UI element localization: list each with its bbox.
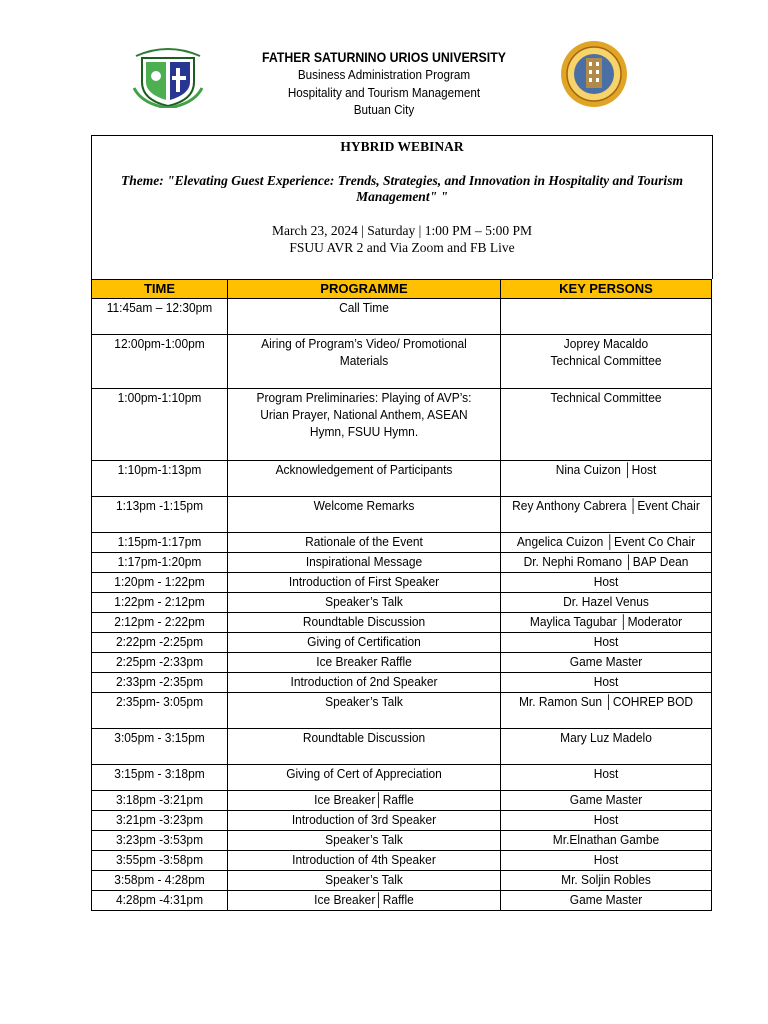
time-cell-text: 1:20pm - 1:22pm — [114, 574, 205, 589]
time-cell — [92, 653, 228, 673]
programme-cell-text: Roundtable Discussion — [302, 730, 426, 745]
key-persons-cell — [501, 653, 712, 673]
programme-cell-text: Introduction of 4th Speaker — [292, 852, 436, 867]
programme-cell-text: Ice Breaker Raffle — [316, 654, 412, 669]
time-cell — [92, 573, 228, 593]
key-persons-cell-text: Rey Anthony Cabrera │Event Chair — [512, 498, 700, 513]
key-persons-cell-text: Host — [593, 812, 619, 827]
programme-cell-text: Inspirational Message — [305, 554, 423, 569]
key-persons-cell — [501, 791, 712, 811]
programme-cell-text: Acknowledgement of Participants — [275, 462, 453, 477]
table-row — [92, 613, 712, 633]
programme-cell — [228, 633, 501, 653]
time-cell-text: 3:15pm - 3:18pm — [114, 766, 205, 781]
table-row — [92, 653, 712, 673]
key-persons-cell-text: Dr. Nephi Romano │BAP Dean — [523, 554, 689, 569]
key-persons-cell-text: Host — [593, 766, 619, 781]
key-persons-cell — [501, 497, 712, 533]
department-name: Hospitality and Tourism Management — [287, 84, 481, 100]
table-row — [92, 573, 712, 593]
key-persons-cell-text: Dr. Hazel Venus — [563, 594, 649, 609]
programme-cell-text: Airing of Program’s Video/ Promotional Materials — [261, 336, 467, 368]
time-cell-text: 3:55pm -3:58pm — [115, 852, 204, 867]
key-persons-cell-text: Joprey Macaldo Technical Committee — [550, 336, 662, 368]
programme-cell — [228, 497, 501, 533]
university-seal-logo — [560, 40, 628, 108]
time-cell — [92, 613, 228, 633]
programme-cell — [228, 891, 501, 911]
time-cell — [92, 553, 228, 573]
time-cell-text: 1:10pm-1:13pm — [117, 462, 202, 477]
programme-cell — [228, 851, 501, 871]
key-persons-cell — [501, 633, 712, 653]
programme-cell — [228, 831, 501, 851]
table-row — [92, 765, 712, 791]
key-persons-cell — [501, 553, 712, 573]
event-info-box — [91, 135, 713, 279]
city-name: Butuan City — [353, 102, 415, 117]
key-persons-cell — [501, 389, 712, 461]
key-persons-cell — [501, 693, 712, 729]
key-persons-cell — [501, 831, 712, 851]
time-cell-text: 1:00pm-1:10pm — [117, 390, 202, 405]
program-name: Business Administration Program — [297, 67, 471, 82]
university-name: FATHER SATURNINO URIOS UNIVERSITY — [262, 49, 506, 65]
time-column-header: TIME — [92, 280, 228, 299]
time-cell-text: 3:58pm - 4:28pm — [114, 872, 205, 887]
time-cell-text: 3:23pm -3:53pm — [115, 832, 204, 847]
time-cell-text: 2:12pm - 2:22pm — [114, 614, 205, 629]
key-persons-cell — [501, 871, 712, 891]
event-theme: Theme: "Elevating Guest Experience: Trends, Strategies, and Innovation in Hospitality and Tourism Management" " — [121, 173, 683, 204]
time-cell — [92, 693, 228, 729]
key-persons-cell-text: Game Master — [569, 892, 643, 907]
key-persons-cell — [501, 299, 712, 335]
time-cell-text: 2:35pm- 3:05pm — [115, 694, 204, 709]
time-cell-text: 3:18pm -3:21pm — [115, 792, 204, 807]
time-cell — [92, 791, 228, 811]
programme-cell-text: Program Preliminaries: Playing of AVP’s: Urian Prayer, National Anthem, ASEAN Hymn, FSUU Hymn. — [256, 390, 472, 439]
key-persons-cell — [501, 673, 712, 693]
programme-cell — [228, 593, 501, 613]
key-persons-cell — [501, 851, 712, 871]
programme-cell-text: Giving of Cert of Appreciation — [286, 766, 442, 781]
key-persons-cell-text: Host — [593, 634, 619, 649]
key-persons-cell — [501, 613, 712, 633]
time-cell — [92, 389, 228, 461]
table-row — [92, 633, 712, 653]
table-row — [92, 891, 712, 911]
key-persons-cell-text: Mr. Ramon Sun │COHREP BOD — [518, 694, 694, 709]
table-row — [92, 791, 712, 811]
time-cell-text: 3:05pm - 3:15pm — [114, 730, 205, 745]
time-cell-text: 1:13pm -1:15pm — [115, 498, 204, 513]
programme-cell — [228, 389, 501, 461]
programme-cell — [228, 729, 501, 765]
time-cell — [92, 633, 228, 653]
table-row — [92, 871, 712, 891]
programme-cell-text: Speaker’s Talk — [325, 694, 403, 709]
time-cell-text: 2:33pm -2:35pm — [115, 674, 204, 689]
table-row — [92, 729, 712, 765]
key-persons-cell-text: Host — [593, 852, 619, 867]
programme-cell — [228, 693, 501, 729]
programme-cell-text: Giving of Certification — [307, 634, 421, 649]
key-persons-cell-text: Game Master — [569, 792, 643, 807]
time-cell-text: 11:45am – 12:30pm — [106, 300, 213, 315]
key-persons-cell — [501, 593, 712, 613]
programme-cell — [228, 553, 501, 573]
programme-cell-text: Ice Breaker│Raffle — [314, 892, 414, 907]
programme-cell-text: Introduction of 2nd Speaker — [290, 674, 438, 689]
key-persons-cell-text: Mary Luz Madelo — [560, 730, 652, 745]
table-row — [92, 693, 712, 729]
table-row — [92, 673, 712, 693]
key-persons-cell-text: Mr. Soljin Robles — [561, 872, 651, 887]
programme-cell-text: Ice Breaker│Raffle — [314, 792, 414, 807]
programme-cell — [228, 791, 501, 811]
key-persons-cell — [501, 729, 712, 765]
key-persons-cell — [501, 573, 712, 593]
key-persons-cell — [501, 765, 712, 791]
programme-cell-text: Welcome Remarks — [313, 498, 415, 513]
time-cell — [92, 811, 228, 831]
programme-cell-text: Speaker’s Talk — [325, 872, 403, 887]
programme-cell-text: Introduction of 3rd Speaker — [291, 812, 437, 827]
time-cell — [92, 533, 228, 553]
key-persons-cell-text: Angelica Cuizon │Event Co Chair — [516, 534, 696, 549]
time-cell — [92, 831, 228, 851]
time-cell — [92, 593, 228, 613]
key-persons-cell-text: Maylica Tagubar │Moderator — [529, 614, 683, 629]
time-cell — [92, 335, 228, 389]
programme-cell — [228, 673, 501, 693]
time-cell-text: 4:28pm -4:31pm — [115, 892, 204, 907]
time-cell — [92, 673, 228, 693]
table-header-row — [92, 280, 712, 299]
programme-cell — [228, 613, 501, 633]
programme-cell — [228, 335, 501, 389]
time-cell — [92, 299, 228, 335]
table-row — [92, 497, 712, 533]
table-row — [92, 851, 712, 871]
time-cell — [92, 851, 228, 871]
programme-cell — [228, 653, 501, 673]
programme-column-header: PROGRAMME — [228, 280, 501, 299]
key-persons-cell-text: Host — [593, 674, 619, 689]
key-persons-cell — [501, 891, 712, 911]
table-row — [92, 831, 712, 851]
key-persons-cell-text: Technical Committee — [550, 390, 662, 405]
table-row — [92, 299, 712, 335]
programme-cell-text: Introduction of First Speaker — [288, 574, 440, 589]
table-row — [92, 593, 712, 613]
table-row — [92, 533, 712, 553]
key-persons-cell-text: Game Master — [569, 654, 643, 669]
event-date: March 23, 2024 | Saturday | 1:00 PM – 5:00 PM — [271, 223, 533, 238]
table-row — [92, 461, 712, 497]
programme-cell — [228, 299, 501, 335]
table-row — [92, 811, 712, 831]
event-title: HYBRID WEBINAR — [340, 139, 464, 154]
time-cell — [92, 729, 228, 765]
programme-cell — [228, 871, 501, 891]
time-cell — [92, 765, 228, 791]
key-persons-column-header: KEY PERSONS — [501, 280, 712, 299]
document-header — [0, 0, 768, 130]
table-row — [92, 389, 712, 461]
business-administration-logo — [132, 42, 204, 108]
key-persons-cell-text: Host — [593, 574, 619, 589]
programme-cell — [228, 573, 501, 593]
time-cell-text: 2:25pm -2:33pm — [115, 654, 204, 669]
time-cell-text: 1:15pm-1:17pm — [117, 534, 202, 549]
time-cell — [92, 497, 228, 533]
programme-cell-text: Rationale of the Event — [305, 534, 423, 549]
time-cell — [92, 871, 228, 891]
programme-cell — [228, 533, 501, 553]
programme-cell-text: Roundtable Discussion — [302, 614, 426, 629]
key-persons-cell-text: Mr.Elnathan Gambe — [552, 832, 660, 847]
time-cell-text: 1:17pm-1:20pm — [117, 554, 202, 569]
programme-table — [91, 279, 712, 911]
programme-cell — [228, 461, 501, 497]
header-text-block — [200, 48, 568, 119]
time-cell-text: 2:22pm -2:25pm — [115, 634, 204, 649]
time-cell-text: 3:21pm -3:23pm — [115, 812, 204, 827]
key-persons-cell — [501, 811, 712, 831]
time-cell-text: 1:22pm - 2:12pm — [114, 594, 205, 609]
table-row — [92, 553, 712, 573]
event-venue: FSUU AVR 2 and Via Zoom and FB Live — [289, 240, 515, 255]
key-persons-cell — [501, 533, 712, 553]
time-cell — [92, 891, 228, 911]
time-cell-text: 12:00pm-1:00pm — [114, 336, 205, 351]
programme-cell-text: Speaker’s Talk — [325, 832, 403, 847]
key-persons-cell-text: Nina Cuizon │Host — [555, 462, 657, 477]
programme-cell — [228, 811, 501, 831]
programme-cell-text: Call Time — [339, 300, 389, 315]
programme-cell — [228, 765, 501, 791]
programme-cell-text: Speaker’s Talk — [325, 594, 403, 609]
table-row — [92, 335, 712, 389]
key-persons-cell — [501, 335, 712, 389]
time-cell — [92, 461, 228, 497]
key-persons-cell — [501, 461, 712, 497]
